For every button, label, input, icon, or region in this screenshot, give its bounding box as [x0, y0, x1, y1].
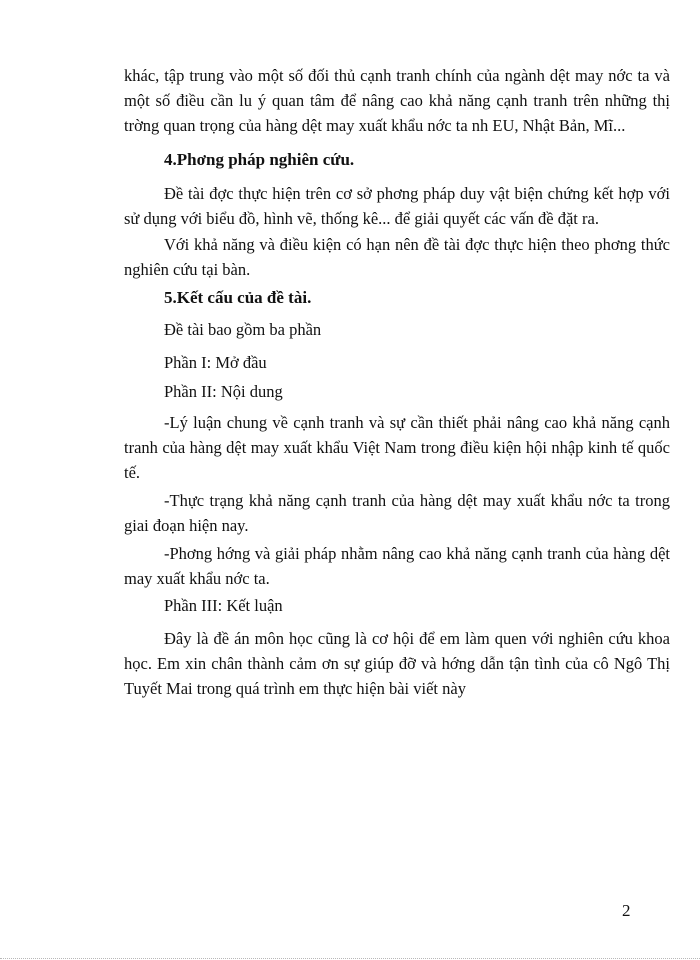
part-2-label: Phần II: Nội dung	[164, 382, 283, 401]
intro-paragraph: khác, tập trung vào một số đối thủ cạnh tranh chính của ngành dệt may nớc ta và một số điều cần lu ý quan tâm để nâng cao khả năng cạnh tranh trên những thị trờng quan trọng của hàng dệt may xuất khẩu nớc ta nh EU, Nhật Bản, Mĩ...	[124, 66, 670, 135]
page-bottom-border	[0, 958, 700, 959]
content-item-2: -Thực trạng khả năng cạnh tranh của hàng dệt may xuất khẩu nớc ta trong giai đoạn hiện nay.	[124, 491, 670, 535]
part-3-label: Phần III: Kết luận	[164, 596, 283, 615]
structure-overview: Đề tài bao gồm ba phần	[164, 320, 322, 339]
section-4-paragraph-1: Đề tài đợc thực hiện trên cơ sở phơng pháp duy vật biện chứng kết hợp với sử dụng với biểu đồ, hình vẽ, thống kê... để giải quyết các vấn đề đặt ra.	[124, 184, 670, 228]
part-1-label: Phần I: Mở đầu	[164, 353, 267, 372]
closing-paragraph: Đây là đề án môn học cũng là cơ hội để em làm quen với nghiên cứu khoa học. Em xin chân thành cảm ơn sự giúp đỡ và hớng dẫn tận tình của cô Ngô Thị Tuyết Mai trong quá trình em thực hiện bài viết này	[124, 629, 670, 698]
section-5-heading: 5.Kết cấu của đề tài.	[164, 288, 312, 307]
content-item-1: -Lý luận chung về cạnh tranh và sự cần thiết phải nâng cao khả năng cạnh tranh của hàng dệt may xuất khẩu Việt Nam trong điều kiện hội nhập kinh tế quốc tế.	[124, 413, 670, 482]
section-4-paragraph-2: Với khả năng và điều kiện có hạn nên đề tài đợc thực hiện theo phơng thức nghiên cứu tại bàn.	[124, 235, 670, 279]
content-item-3: -Phơng hớng và giải pháp nhằm nâng cao khả năng cạnh tranh của hàng dệt may xuất khẩu nớc ta.	[124, 544, 670, 588]
section-4-heading: 4.Phơng pháp nghiên cứu.	[164, 150, 355, 169]
page-number: 2	[622, 901, 631, 920]
